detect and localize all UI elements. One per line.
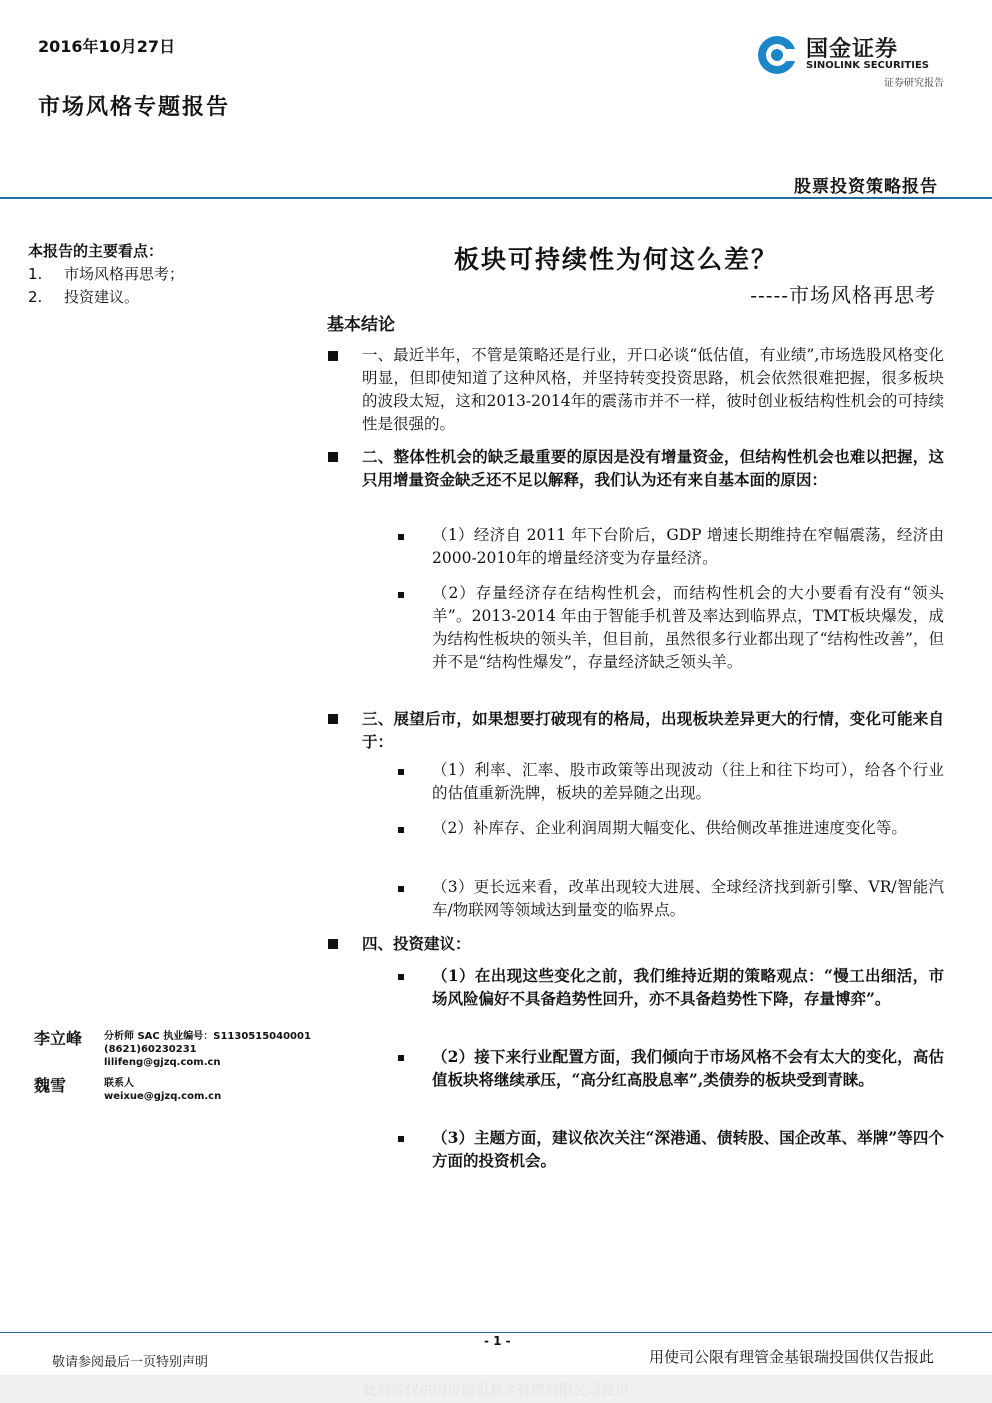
highlights-heading: 本报告的主要看点： [28, 242, 164, 260]
sub-point: （1）经济自 2011 年下台阶后，GDP 增速长期维持在窄幅震荡，经济由2000-2010年的增量经济变为存量经济。 [432, 526, 944, 567]
sub-point: （2）接下来行业配置方面，我们倾向于市场风格不会有太大的变化，高估值板块将继续承压，“高分红高股息率”,类债券的板块受到青睐。 [432, 1047, 944, 1089]
sub-bullet-icon [398, 1055, 404, 1061]
author-email: lilifeng@gjzq.com.cn [104, 1057, 221, 1068]
highlight-item [28, 286, 139, 307]
author-contact [104, 1077, 221, 1103]
sub-bullet-icon [398, 534, 404, 540]
conclusion-paragraph: 四、投资建议： [362, 934, 471, 953]
report-title: 板块可持续性为何这么差？ [454, 245, 779, 274]
logo-name-en: SINOLINK SECURITIES [806, 60, 929, 71]
sub-point: （3）主题方面，建议依次关注“深港通、债转股、国企改革、举牌”等四个方面的投资机会。 [432, 1128, 944, 1170]
header-divider [0, 197, 992, 199]
report-subtitle: -----市场风格再思考 [750, 283, 936, 307]
logo-subtitle: 证券研究报告 [884, 78, 944, 89]
bullet-icon [328, 351, 338, 361]
sub-bullet-icon [398, 1136, 404, 1142]
sub-point: （2）存量经济存在结构性机会，而结构性机会的大小要看有没有“领头羊”。2013-2014 年由于智能手机普及率达到临界点，TMT板块爆发，成为结构性板块的领头羊，但目前，虽然很多行业都出现了“结构性改善”，但并不是“结构性爆发”，存量经济缺乏领头羊。 [432, 584, 944, 671]
report-category: 股票投资策略报告 [794, 177, 938, 197]
bullet-icon [328, 452, 338, 462]
watermark: 此报告仅供国投瑞银基金管理有限公司使用 [363, 1383, 629, 1399]
footer-divider [0, 1332, 992, 1333]
report-type: 市场风格专题报告 [38, 94, 231, 120]
disclaimer-note: 敬请参阅最后一页特别声明 [52, 1355, 209, 1370]
usage-notice: 用使司公限有理管金基银瑞投国供仅告报此 [648, 1348, 934, 1366]
page-number: - 1 - [484, 1334, 511, 1348]
logo-mark-icon [756, 34, 798, 76]
sub-point: （1）利率、汇率、股市政策等出现波动（往上和往下均可），给各个行业的估值重新洗牌，板块的差异随之出现。 [432, 761, 944, 802]
bullet-icon [328, 939, 338, 949]
highlight-text: 市场风格再思考； [64, 265, 185, 283]
sub-bullet-icon [398, 827, 404, 833]
sub-bullet-icon [398, 974, 404, 980]
highlight-item [28, 263, 184, 284]
author-name: 李立峰 [34, 1029, 83, 1048]
author-email: weixue@gjzq.com.cn [104, 1091, 222, 1102]
author-credential: 分析师 SAC 执业编号：S1130515040001 [104, 1031, 311, 1042]
author-contact [104, 1030, 311, 1069]
highlight-text: 投资建议。 [64, 288, 140, 306]
logo-name-cn: 国金证券 [806, 37, 899, 62]
sub-point: （2）补库存、企业利润周期大幅变化、供给侧改革推进速度变化等。 [432, 819, 907, 837]
conclusion-paragraph: 三、展望后市，如果想要打破现有的格局，出现板块差异更大的行情，变化可能来自于： [362, 709, 944, 751]
sub-bullet-icon [398, 886, 404, 892]
conclusion-paragraph: 一、最近半年，不管是策略还是行业，开口必谈“低估值，有业绩”,市场选股风格变化明显，但即使知道了这种风格，并坚持转变投资思路，机会依然很难把握，很多板块的波段太短，这和2013-2014年的震荡市并不一样，彼时创业板结构性机会的可持续性是很强的。 [362, 346, 944, 433]
highlight-number: 2. [28, 288, 43, 306]
highlight-number: 1. [28, 265, 43, 283]
author-phone: (8621)60230231 [104, 1044, 197, 1055]
report-date: 2016年10月27日 [38, 37, 176, 56]
section-heading: 基本结论 [327, 315, 395, 335]
bullet-icon [328, 714, 338, 724]
sub-bullet-icon [398, 769, 404, 775]
author-name: 魏雪 [34, 1076, 67, 1095]
sub-point: （1）在出现这些变化之前，我们维持近期的策略观点：“慢工出细活，市场风险偏好不具备趋势性回升，亦不具备趋势性下降，存量博弈”。 [432, 966, 944, 1008]
sub-point: （3）更长远来看，改革出现较大进展、全球经济找到新引擎、VR/智能汽车/物联网等领域达到量变的临界点。 [432, 878, 944, 919]
company-logo [756, 30, 956, 90]
conclusion-paragraph: 二、整体性机会的缺乏最重要的原因是没有增量资金，但结构性机会也难以把握，这只用增量资金缺乏还不足以解释，我们认为还有来自基本面的原因： [362, 447, 944, 489]
author-role: 联系人 [104, 1078, 134, 1089]
sub-bullet-icon [398, 592, 404, 598]
